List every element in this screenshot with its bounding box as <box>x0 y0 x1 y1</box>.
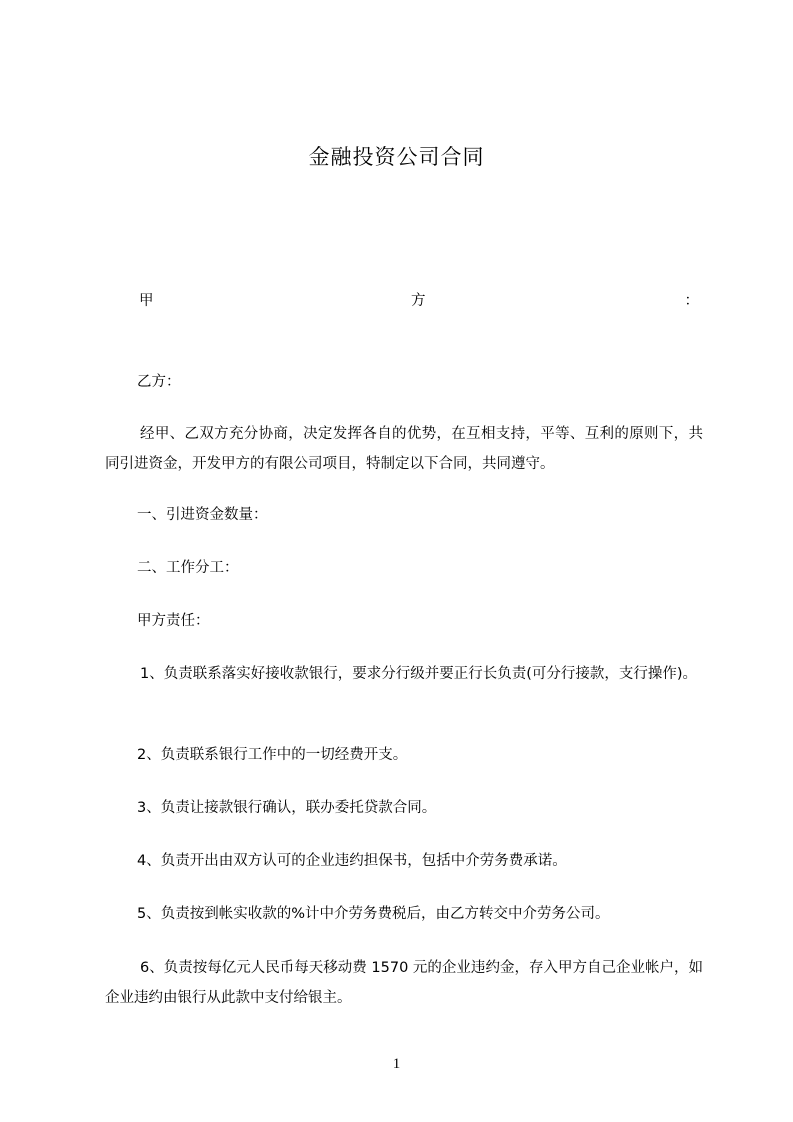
page-number: 1 <box>392 1056 401 1072</box>
duty-item-5: 5、负责按到帐实收款的%计中介劳务费税后，由乙方转交中介劳务公司。 <box>137 906 610 922</box>
party-a-duties-heading: 甲方责任： <box>137 613 210 629</box>
duty-item-2: 2、负责联系银行工作中的一切经费开支。 <box>137 747 408 763</box>
party-b-line: 乙方： <box>137 374 181 390</box>
duty-item-6: 6、负责按每亿元人民币每天移动费 1570 元的企业违约金，存入甲方自己企业帐户，如企业违约由银行从此款中支付给银主。 <box>105 960 703 1006</box>
party-a-line <box>139 290 699 312</box>
duty-item-1: 1、负责联系落实好接收款银行，要求分行级并要正行长负责(可分行接款，支行操作)。 <box>140 666 698 682</box>
party-a-label-char1: 甲 <box>139 293 154 309</box>
section-work-division: 二、工作分工： <box>137 560 239 576</box>
party-a-label-char2: 方 <box>411 293 426 309</box>
duty-item-4: 4、负责开出由双方认可的企业违约担保书，包括中介劳务费承诺。 <box>137 853 567 869</box>
duty-item-3: 3、负责让接款银行确认，联办委托贷款合同。 <box>137 800 437 816</box>
intro-paragraph: 经甲、乙双方充分协商，决定发挥各自的优势，在互相支持，平等、互利的原则下，共同引进资金，开发甲方的有限公司项目，特制定以下合同，共同遵守。 <box>105 426 703 472</box>
section-capital-amount: 一、引进资金数量： <box>137 507 268 523</box>
document-title: 金融投资公司合同 <box>308 145 485 169</box>
party-a-colon: ： <box>684 293 699 309</box>
